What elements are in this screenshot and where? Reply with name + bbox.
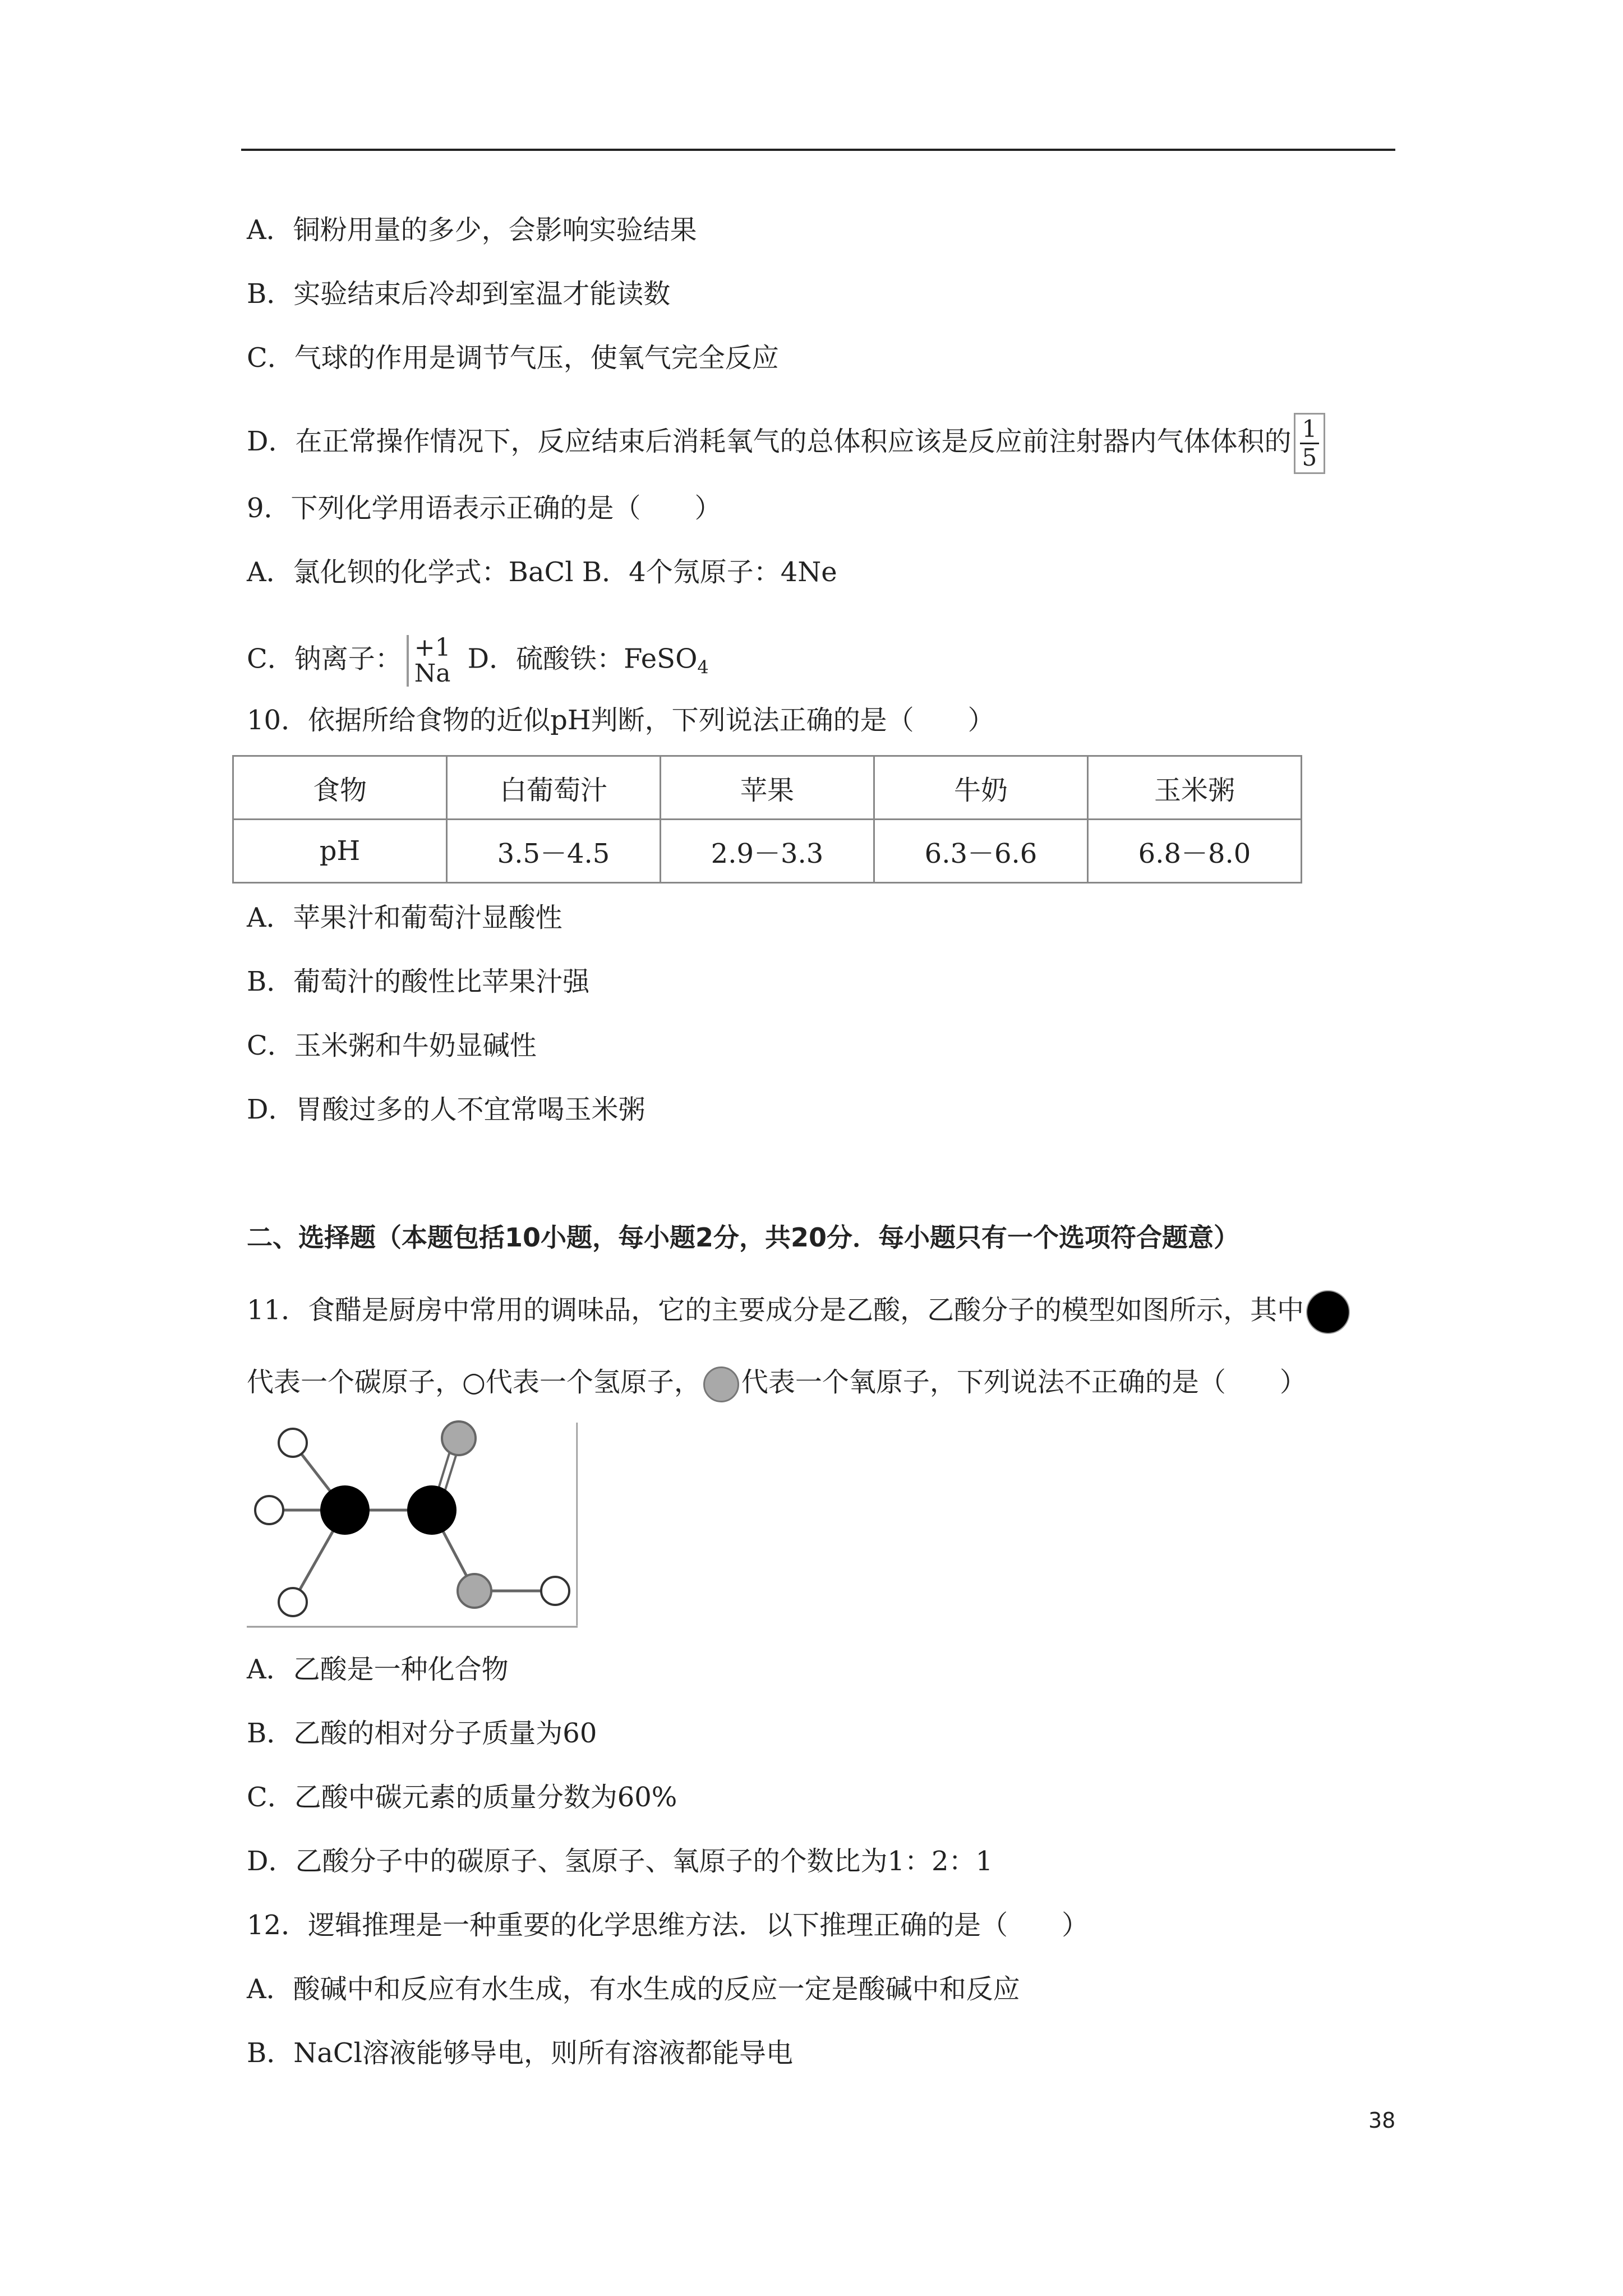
ion-charge: +1: [414, 633, 451, 662]
q9-options-ab: A．氯化钡的化学式：BaCl B．4个氖原子：4Ne: [247, 556, 837, 588]
q9-option-d-text: D．硫酸铁：FeSO: [467, 643, 698, 675]
carbon-atom: [407, 1485, 457, 1535]
fraction-one-fifth: [1294, 413, 1326, 474]
table-cell: 6.8－8.0: [1088, 820, 1302, 883]
hydrogen-atom: [541, 1577, 569, 1605]
q10-option-c: C．玉米粥和牛奶显碱性: [247, 1030, 537, 1061]
q10-option-d: D．胃酸过多的人不宜常喝玉米粥: [247, 1094, 645, 1125]
q10-option-b: B．葡萄汁的酸性比苹果汁强: [247, 966, 590, 997]
table-header-cell: 苹果: [661, 756, 874, 820]
carbon-atom: [320, 1485, 370, 1535]
q11-option-a: A．乙酸是一种化合物: [247, 1654, 509, 1685]
q11-option-c: C．乙酸中碳元素的质量分数为60%: [247, 1782, 677, 1813]
table-cell: 2.9－3.3: [661, 820, 874, 883]
q8-option-a: A．铜粉用量的多少，会影响实验结果: [247, 214, 697, 246]
q9-option-c-label: C．钠离子：: [247, 643, 402, 675]
table-header-cell: 白葡萄汁: [447, 756, 661, 820]
oxygen-atom: [458, 1574, 491, 1608]
acetic-acid-molecule-diagram: [247, 1420, 578, 1629]
header-rule: [241, 149, 1395, 151]
q8-option-d: [247, 413, 1325, 474]
q11-option-b: B．乙酸的相对分子质量为60: [247, 1718, 597, 1749]
q11-stem-line2: [247, 1365, 1307, 1402]
q11-stem-line1: [247, 1290, 1350, 1334]
table-cell: 6.3－6.6: [874, 820, 1088, 883]
page-number: 38: [1368, 2108, 1396, 2133]
q9-option-d-subscript: 4: [697, 656, 709, 678]
q11-stem-text2b: 代表一个氧原子，下列说法不正确的是（ ）: [741, 1366, 1307, 1398]
hydrogen-atom: [279, 1588, 307, 1616]
table-header-cell: 牛奶: [874, 756, 1088, 820]
table-header-row: [233, 756, 1302, 820]
section-heading: 二、选择题（本题包括10小题，每小题2分，共20分．每小题只有一个选项符合题意）: [247, 1222, 1240, 1253]
fraction-numerator: 1: [1300, 416, 1320, 444]
q9-options-cd: [247, 635, 709, 687]
q9-stem: 9．下列化学用语表示正确的是（ ）: [247, 493, 722, 524]
q11-stem-text2a: 代表一个碳原子，○代表一个氢原子，: [247, 1366, 701, 1398]
table-header-cell: 食物: [233, 756, 447, 820]
q8-option-d-text: D．在正常操作情况下，反应结束后消耗氧气的总体积应该是反应前注射器内气体体积的: [247, 426, 1292, 457]
carbon-atom-icon: [1306, 1290, 1350, 1334]
oxygen-atom: [442, 1421, 476, 1455]
table-header-cell: 玉米粥: [1088, 756, 1302, 820]
q10-option-a: A．苹果汁和葡萄汁显酸性: [247, 902, 562, 933]
sodium-ion-notation: [407, 635, 455, 687]
q8-option-c: C．气球的作用是调节气压，使氧气完全反应: [247, 342, 779, 374]
hydrogen-atom: [255, 1496, 283, 1524]
q11-option-d: D．乙酸分子中的碳原子、氢原子、氧原子的个数比为1：2：1: [247, 1846, 993, 1877]
q8-option-b: B．实验结束后冷却到室温才能读数: [247, 278, 671, 310]
ion-symbol: Na: [414, 659, 451, 688]
table-cell: 3.5－4.5: [447, 820, 661, 883]
q12-stem: 12．逻辑推理是一种重要的化学思维方法．以下推理正确的是（ ）: [247, 1910, 1089, 1941]
q12-option-a: A．酸碱中和反应有水生成，有水生成的反应一定是酸碱中和反应: [247, 1973, 1020, 2005]
q11-stem-text1: 11．食醋是厨房中常用的调味品，它的主要成分是乙酸，乙酸分子的模型如图所示，其中: [247, 1294, 1304, 1326]
hydrogen-atom: [279, 1429, 307, 1457]
fraction-denominator: 5: [1302, 444, 1317, 471]
ph-table: [232, 755, 1302, 884]
table-cell: pH: [233, 820, 447, 883]
q10-stem: 10．依据所给食物的近似pH判断，下列说法正确的是（ ）: [247, 705, 995, 736]
oxygen-atom-icon: [703, 1366, 739, 1402]
table-row: [233, 820, 1302, 883]
molecule-svg: [247, 1420, 578, 1629]
q12-option-b: B．NaCl溶液能够导电，则所有溶液都能导电: [247, 2037, 793, 2069]
